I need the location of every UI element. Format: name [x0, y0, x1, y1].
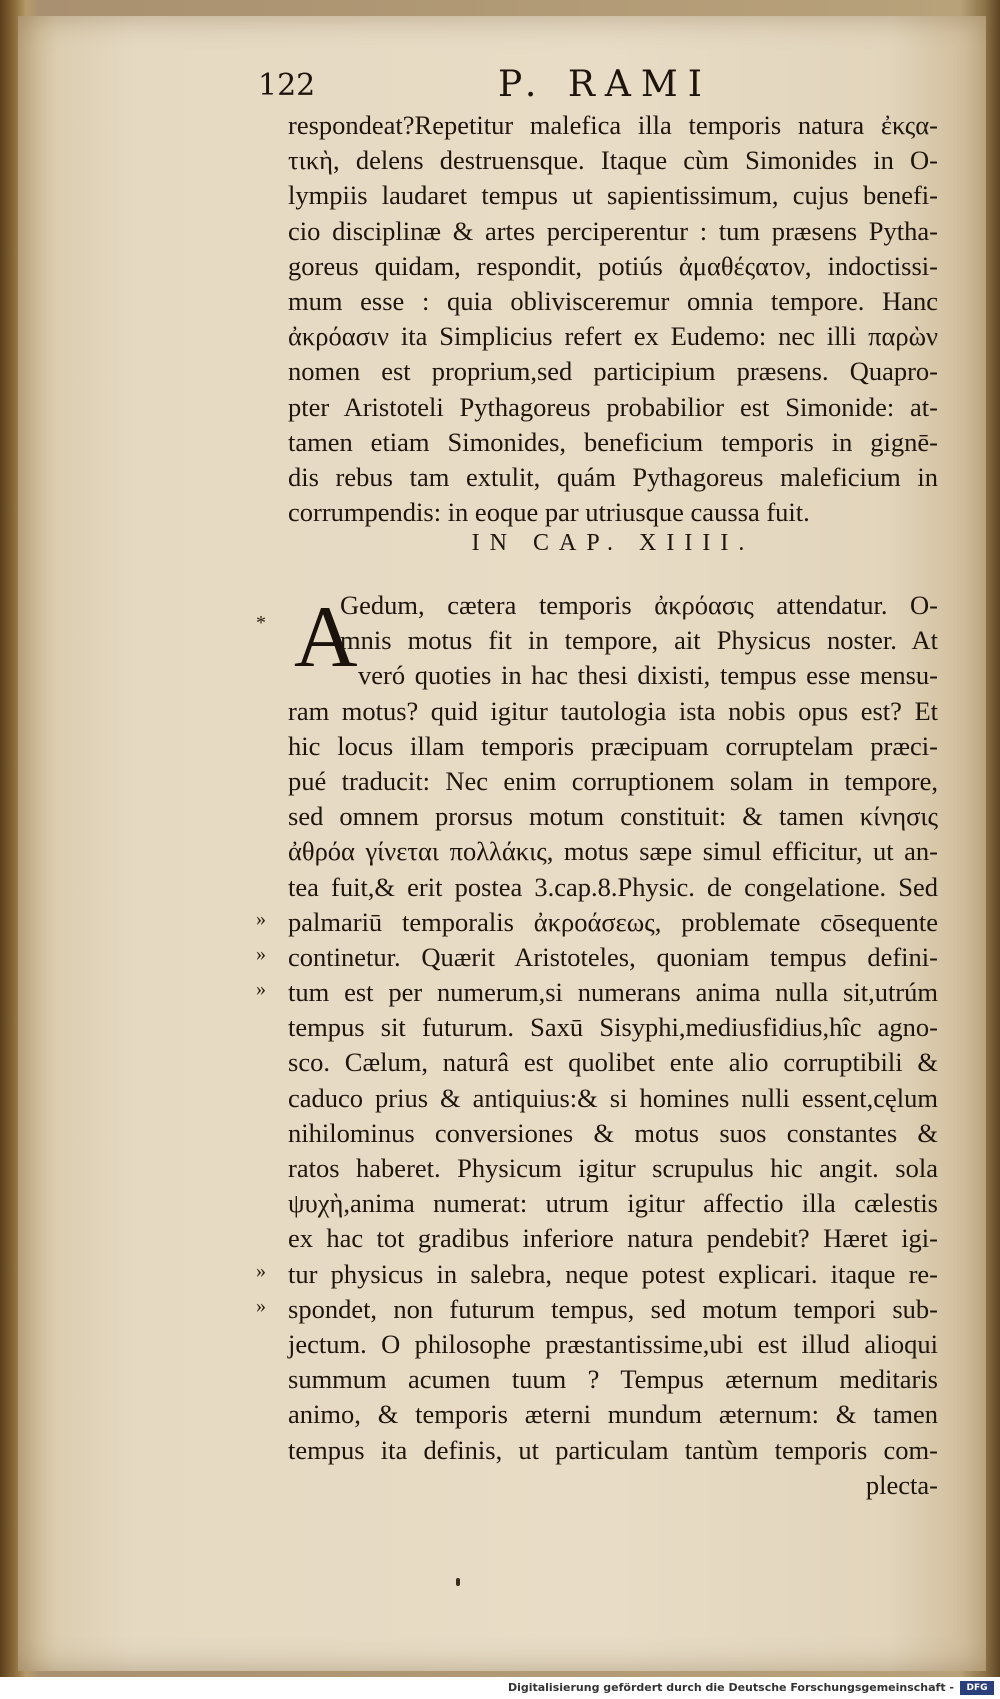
text-line: summum acumen tuum ? Tempus æternum meditaris	[288, 1364, 938, 1395]
text-line: corrumpendis: in eoque par utriusque caussa fuit.	[288, 497, 810, 528]
text-line: respondeat?Repetitur malefica illa temporis natura ἐκςα-	[288, 110, 938, 140]
running-title: P. RAMI	[498, 64, 712, 105]
text-line: jectum. O philosophe præstantissime,ubi est illud alioqui	[288, 1328, 938, 1359]
text-line: tea fuit,& erit postea 3.cap.8.Physic. de congelatione. Sed	[288, 871, 938, 902]
margin-quote-mark: »	[256, 978, 266, 1000]
page-number: 122	[258, 68, 316, 103]
text-line: Gedum, cætera temporis ἀκρόασις attendatur. O-	[340, 590, 938, 620]
text-line: tamen etiam Simonides, beneficium temporis in gignē-	[288, 426, 938, 457]
text-line: mnis motus fit in tempore, ait Physicus noster. At	[340, 625, 938, 656]
text-line: ψυχὴ,anima numerat: utrum igitur affectio illa cælestis	[288, 1188, 938, 1219]
text-line: tempus sit futurum. Saxū Sisyphi,mediusfidius,hîc agno-	[288, 1012, 938, 1043]
catchword: plecta-	[865, 1469, 938, 1500]
text-line: animo, & temporis æterni mundum æternum: & tamen	[288, 1399, 938, 1430]
margin-quote-mark: »	[256, 1260, 266, 1282]
margin-asterisk: *	[256, 612, 266, 634]
text-line: tur physicus in salebra, neque potest explicari. itaque re-	[288, 1258, 938, 1289]
text-line: nomen est proprium,sed participium præsens. Quapro-	[288, 356, 938, 387]
text-line: spondet, non futurum tempus, sed motum tempori sub-	[288, 1293, 938, 1324]
text-line: continetur. Quærit Aristoteles, quoniam tempus defini-	[288, 941, 938, 972]
digitization-note: Digitalisierung gefördert durch die Deutsche Forschungsgemeinschaft -	[507, 1681, 954, 1694]
drop-cap: A	[294, 589, 358, 686]
text-line: ratos haberet. Physicum igitur scrupulus hic angit. sola	[288, 1153, 938, 1184]
text-line: caduco prius & antiquius:& si homines nulli essent,cęlum	[288, 1082, 938, 1113]
text-line: τικὴ, delens destruensque. Itaque cùm Simonides in O-	[288, 145, 938, 176]
section-heading: IN CAP. XIIII.	[471, 530, 755, 556]
margin-quote-mark: »	[256, 908, 266, 930]
margin-quote-mark: »	[256, 1295, 266, 1317]
text-line: veró quoties in hac thesi dixisti, tempus esse mensu-	[358, 660, 938, 691]
text-line: ram motus? quid igitur tautologia ista nobis opus est? Et	[288, 695, 938, 726]
text-line: goreus quidam, respondit, potiús ἀμαθέςατον, indoctissi-	[288, 250, 938, 281]
text-line: mum esse : quia oblivisceremur omnia tempore. Hanc	[288, 285, 938, 316]
text-line: tempus ita definis, ut particulam tantùm temporis com-	[288, 1434, 938, 1465]
text-line: ex hac tot gradibus inferiore natura pendebit? Hæret igi-	[288, 1223, 938, 1254]
paragraph-opening	[340, 588, 938, 658]
paragraph-body	[288, 694, 938, 1503]
text-line: ἀθρόα γίνεται πολλάκις, motus sæpe simul efficitur, ut an-	[288, 836, 938, 867]
text-line: pué traducit: Nec enim corruptionem solam in tempore,	[288, 765, 938, 796]
text-line: nihilominus conversiones & motus suos constantes &	[288, 1117, 938, 1148]
text-line: cio disciplinæ & artes perciperentur : tum præsens Pytha-	[288, 215, 938, 246]
text-line: palmariū temporalis ἀκροάσεως, problemate cōsequente	[288, 906, 938, 937]
ink-speck	[456, 1578, 460, 1586]
text-line: lympiis laudaret tempus ut sapientissimum, cujus benefi-	[288, 180, 938, 211]
text-line: sco. Cælum, naturâ est quolibet ente alio corruptibili &	[288, 1047, 938, 1078]
text-line: ἀκρόασιν ita Simplicius refert ex Eudemo: nec illi παρὼν	[288, 321, 938, 352]
text-line: sed omnem prorsus motum constituit: & tamen κίνησις	[288, 801, 938, 832]
text-line: hic locus illam temporis præcipuam corruptelam præci-	[288, 730, 938, 761]
margin-quote-mark: »	[256, 943, 266, 965]
paragraph-continuation	[288, 108, 938, 530]
book-page	[18, 16, 986, 1671]
paragraph-opening-third	[358, 658, 938, 693]
text-line: dis rebus tam extulit, quám Pythagoreus maleficium in	[288, 461, 938, 492]
text-line: tum est per numerum,si numerans anima nulla sit,utrúm	[288, 977, 938, 1008]
digitization-footer	[0, 1677, 1000, 1699]
dfg-logo[interactable]: DFG	[960, 1681, 994, 1695]
text-line: pter Aristoteli Pythagoreus probabilior est Simonide: at-	[288, 391, 938, 422]
